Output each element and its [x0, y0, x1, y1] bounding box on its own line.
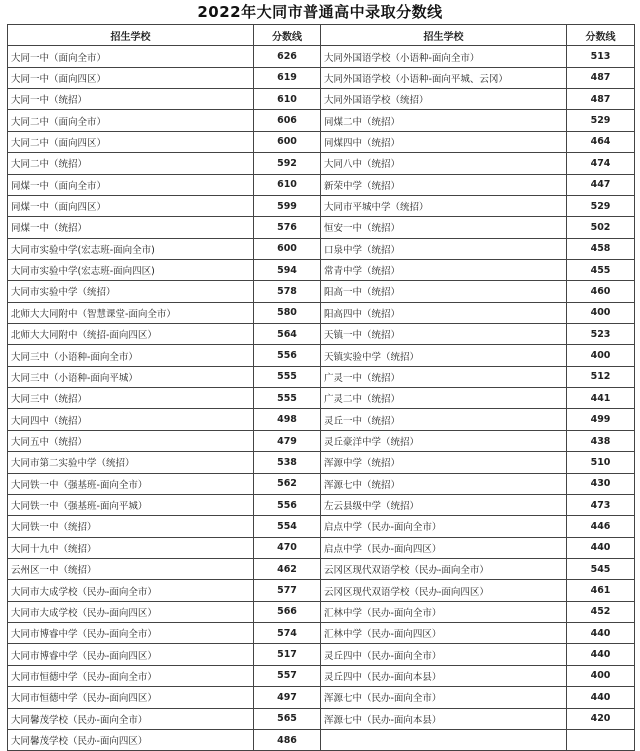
- table-row: [8, 281, 635, 302]
- school-name-cell: 大同市大成学校（民办-面向全市）: [8, 580, 254, 601]
- school-name-cell: 天镇实验中学（统招）: [321, 345, 567, 366]
- score-cell: 599: [254, 195, 321, 216]
- table-row: [8, 217, 635, 238]
- header-school-right: 招生学校: [321, 25, 567, 46]
- score-cell: 498: [254, 409, 321, 430]
- score-cell: 594: [254, 259, 321, 280]
- table-row: [8, 238, 635, 259]
- score-cell: 562: [254, 473, 321, 494]
- score-cell: 517: [254, 644, 321, 665]
- table-row: [8, 89, 635, 110]
- score-cell: 555: [254, 366, 321, 387]
- score-cell: 487: [567, 67, 635, 88]
- school-name-cell: 广灵二中（统招）: [321, 388, 567, 409]
- page-title: 2022年大同市普通高中录取分数线: [197, 3, 443, 21]
- school-name-cell: [321, 729, 567, 750]
- score-cell: 502: [567, 217, 635, 238]
- school-name-cell: 大同市博睿中学（民办-面向全市）: [8, 623, 254, 644]
- score-cell: 513: [567, 46, 635, 67]
- school-name-cell: 大同二中（统招）: [8, 153, 254, 174]
- table-row: [8, 153, 635, 174]
- school-name-cell: 大同馨茂学校（民办-面向全市）: [8, 708, 254, 729]
- school-name-cell: 浑源七中（民办-面向全市）: [321, 687, 567, 708]
- score-cell: 538: [254, 452, 321, 473]
- school-name-cell: 大同三中（统招）: [8, 388, 254, 409]
- score-cell: 606: [254, 110, 321, 131]
- school-name-cell: 阳高一中（统招）: [321, 281, 567, 302]
- school-name-cell: 大同市大成学校（民办-面向四区）: [8, 601, 254, 622]
- score-cell: 458: [567, 238, 635, 259]
- school-name-cell: 广灵一中（统招）: [321, 366, 567, 387]
- school-name-cell: 大同市实验中学(宏志班-面向四区): [8, 259, 254, 280]
- school-name-cell: 大同市博睿中学（民办-面向四区）: [8, 644, 254, 665]
- score-cell: 556: [254, 345, 321, 366]
- score-cell: 464: [567, 131, 635, 152]
- score-cell: 479: [254, 430, 321, 451]
- score-cell: 592: [254, 153, 321, 174]
- school-name-cell: 大同三中（小语种-面向平城）: [8, 366, 254, 387]
- school-name-cell: 大同市实验中学(宏志班-面向全市): [8, 238, 254, 259]
- score-cell: 577: [254, 580, 321, 601]
- school-name-cell: 同煤一中（面向全市）: [8, 174, 254, 195]
- score-cell: 474: [567, 153, 635, 174]
- school-name-cell: 大同二中（面向全市）: [8, 110, 254, 131]
- school-name-cell: 北师大大同附中（智慧课堂-面向全市）: [8, 302, 254, 323]
- score-cell: 574: [254, 623, 321, 644]
- score-cell: 497: [254, 687, 321, 708]
- table-row: [8, 644, 635, 665]
- score-cell: 461: [567, 580, 635, 601]
- table-row: [8, 473, 635, 494]
- school-name-cell: 大同馨茂学校（民办-面向四区）: [8, 729, 254, 750]
- table-row: [8, 388, 635, 409]
- school-name-cell: 大同五中（统招）: [8, 430, 254, 451]
- school-name-cell: 大同十九中（统招）: [8, 537, 254, 558]
- school-name-cell: 大同八中（统招）: [321, 153, 567, 174]
- score-cell: 580: [254, 302, 321, 323]
- table-row: [8, 516, 635, 537]
- score-cell: 446: [567, 516, 635, 537]
- score-cell: 462: [254, 558, 321, 579]
- school-name-cell: 云州区一中（统招）: [8, 558, 254, 579]
- score-cell: 566: [254, 601, 321, 622]
- table-row: [8, 302, 635, 323]
- school-name-cell: 口泉中学（统招）: [321, 238, 567, 259]
- school-name-cell: 同煤一中（统招）: [8, 217, 254, 238]
- school-name-cell: 启点中学（民办-面向四区）: [321, 537, 567, 558]
- school-name-cell: 启点中学（民办-面向全市）: [321, 516, 567, 537]
- score-cell: 619: [254, 67, 321, 88]
- school-name-cell: 灵丘一中（统招）: [321, 409, 567, 430]
- score-cell: 455: [567, 259, 635, 280]
- school-name-cell: 灵丘豪洋中学（统招）: [321, 430, 567, 451]
- score-cell: 610: [254, 89, 321, 110]
- score-cell: 447: [567, 174, 635, 195]
- score-cell: 441: [567, 388, 635, 409]
- table-row: [8, 452, 635, 473]
- score-cell: 554: [254, 516, 321, 537]
- table-row: [8, 494, 635, 515]
- score-cell: 564: [254, 324, 321, 345]
- school-name-cell: 大同一中（面向四区）: [8, 67, 254, 88]
- score-cell: 512: [567, 366, 635, 387]
- score-cell: 555: [254, 388, 321, 409]
- score-cell: 400: [567, 345, 635, 366]
- table-row: [8, 729, 635, 750]
- score-cell: 576: [254, 217, 321, 238]
- table-row: [8, 174, 635, 195]
- school-name-cell: 浑源七中（统招）: [321, 473, 567, 494]
- school-name-cell: 浑源七中（民办-面向本县）: [321, 708, 567, 729]
- table-row: [8, 366, 635, 387]
- school-name-cell: 大同外国语学校（统招）: [321, 89, 567, 110]
- score-cell: 626: [254, 46, 321, 67]
- school-name-cell: 阳高四中（统招）: [321, 302, 567, 323]
- table-row: [8, 580, 635, 601]
- table-row: [8, 195, 635, 216]
- school-name-cell: 大同市实验中学（统招）: [8, 281, 254, 302]
- score-cell: 460: [567, 281, 635, 302]
- school-name-cell: 新荣中学（统招）: [321, 174, 567, 195]
- score-cell: 440: [567, 644, 635, 665]
- school-name-cell: 大同铁一中（强基班-面向全市）: [8, 473, 254, 494]
- score-cell: 438: [567, 430, 635, 451]
- table-row: [8, 409, 635, 430]
- table-row: [8, 110, 635, 131]
- score-cell: 499: [567, 409, 635, 430]
- score-cell: 529: [567, 110, 635, 131]
- table-header-row: [8, 25, 635, 46]
- score-cell: 565: [254, 708, 321, 729]
- score-cell: 545: [567, 558, 635, 579]
- school-name-cell: 天镇一中（统招）: [321, 324, 567, 345]
- table-row: [8, 345, 635, 366]
- score-cell: [567, 729, 635, 750]
- score-cell: 440: [567, 687, 635, 708]
- score-cell: 430: [567, 473, 635, 494]
- header-score-left: 分数线: [254, 25, 321, 46]
- school-name-cell: 大同外国语学校（小语种-面向平城、云冈）: [321, 67, 567, 88]
- school-name-cell: 大同一中（统招）: [8, 89, 254, 110]
- school-name-cell: 大同市恒德中学（民办-面向四区）: [8, 687, 254, 708]
- score-cell: 556: [254, 494, 321, 515]
- school-name-cell: 同煤四中（统招）: [321, 131, 567, 152]
- school-name-cell: 大同三中（小语种-面向全市）: [8, 345, 254, 366]
- score-cell: 523: [567, 324, 635, 345]
- score-cell: 400: [567, 302, 635, 323]
- table-row: [8, 430, 635, 451]
- score-cell: 400: [567, 665, 635, 686]
- score-table: [7, 24, 635, 751]
- school-name-cell: 大同一中（面向全市）: [8, 46, 254, 67]
- score-cell: 600: [254, 131, 321, 152]
- school-name-cell: 大同外国语学校（小语种-面向全市）: [321, 46, 567, 67]
- table-row: [8, 708, 635, 729]
- score-cell: 470: [254, 537, 321, 558]
- table-row: [8, 558, 635, 579]
- school-name-cell: 云冈区现代双语学校（民办-面向全市）: [321, 558, 567, 579]
- score-cell: 529: [567, 195, 635, 216]
- school-name-cell: 恒安一中（统招）: [321, 217, 567, 238]
- school-name-cell: 汇林中学（民办-面向四区）: [321, 623, 567, 644]
- score-cell: 557: [254, 665, 321, 686]
- header-school-left: 招生学校: [8, 25, 254, 46]
- table-body: [8, 46, 635, 751]
- table-row: [8, 665, 635, 686]
- school-name-cell: 浑源中学（统招）: [321, 452, 567, 473]
- school-name-cell: 大同二中（面向四区）: [8, 131, 254, 152]
- school-name-cell: 灵丘四中（民办-面向本县）: [321, 665, 567, 686]
- table-row: [8, 46, 635, 67]
- table-row: [8, 537, 635, 558]
- school-name-cell: 常青中学（统招）: [321, 259, 567, 280]
- school-name-cell: 大同市平城中学（统招）: [321, 195, 567, 216]
- school-name-cell: 北师大大同附中（统招-面向四区）: [8, 324, 254, 345]
- school-name-cell: 汇林中学（民办-面向全市）: [321, 601, 567, 622]
- score-cell: 486: [254, 729, 321, 750]
- school-name-cell: 云冈区现代双语学校（民办-面向四区）: [321, 580, 567, 601]
- school-name-cell: 大同铁一中（统招）: [8, 516, 254, 537]
- table-row: [8, 131, 635, 152]
- header-score-right: 分数线: [567, 25, 635, 46]
- table-row: [8, 623, 635, 644]
- school-name-cell: 大同市恒德中学（民办-面向全市）: [8, 665, 254, 686]
- school-name-cell: 灵丘四中（民办-面向全市）: [321, 644, 567, 665]
- score-cell: 487: [567, 89, 635, 110]
- table-row: [8, 601, 635, 622]
- school-name-cell: 左云县级中学（统招）: [321, 494, 567, 515]
- school-name-cell: 大同铁一中（强基班-面向平城）: [8, 494, 254, 515]
- score-cell: 473: [567, 494, 635, 515]
- score-cell: 452: [567, 601, 635, 622]
- table-row: [8, 324, 635, 345]
- school-name-cell: 大同四中（统招）: [8, 409, 254, 430]
- score-cell: 420: [567, 708, 635, 729]
- score-cell: 578: [254, 281, 321, 302]
- school-name-cell: 同煤一中（面向四区）: [8, 195, 254, 216]
- score-cell: 600: [254, 238, 321, 259]
- score-cell: 440: [567, 537, 635, 558]
- table-row: [8, 259, 635, 280]
- score-cell: 510: [567, 452, 635, 473]
- table-row: [8, 687, 635, 708]
- score-cell: 610: [254, 174, 321, 195]
- school-name-cell: 同煤二中（统招）: [321, 110, 567, 131]
- school-name-cell: 大同市第二实验中学（统招）: [8, 452, 254, 473]
- score-cell: 440: [567, 623, 635, 644]
- table-row: [8, 67, 635, 88]
